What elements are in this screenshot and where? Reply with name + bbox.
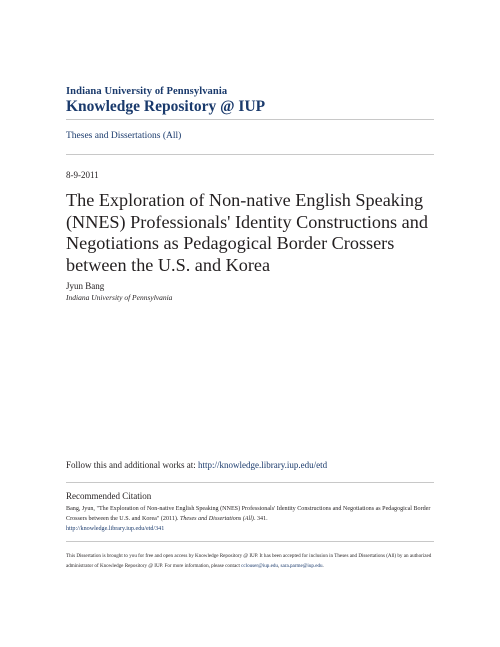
notice-separator: , [277,563,281,570]
follow-text: Follow this and additional works at: [66,460,198,470]
author-name[interactable]: Jyun Bang [66,281,105,291]
notice-end: . [322,563,324,570]
collection-link[interactable]: Theses and Dissertations (All) [66,131,182,141]
recommended-citation-heading: Recommended Citation [66,491,152,501]
collection-divider [66,154,434,155]
notice-divider [66,541,434,542]
author-affiliation: Indiana University of Pennsylvania [66,293,173,302]
repository-header [66,86,440,116]
contact-email-2[interactable]: sara.parme@iup.edu [280,563,323,570]
citation-text [66,504,438,534]
document-title: The Exploration of Non-native English Speaking (NNES) Professionals' Identity Constructions and Negotiations as Pedagogical Border Crossers between the U.S. and Korea [66,190,428,275]
citation-series: Theses and Dissertations (All) [179,516,254,522]
citation-divider [66,482,434,483]
publication-date: 8-9-2011 [66,170,99,180]
citation-end: . 341. [253,516,268,522]
institution-name: Indiana University of Pennsylvania [66,86,228,97]
citation-body: Bang, Jyun, "The Exploration of Non-native English Speaking (NNES) Professionals' Identity Constructions and Negotiations as Pedagogical Border Crossers between the U.S. and Korea" (2011). [66,506,431,522]
header-divider [66,119,434,120]
contact-email-1[interactable]: cclouser@iup.edu [241,563,278,570]
notice-text: This Dissertation is brought to you for free and open access by Knowledge Repository @ IUP. It has been accepted for inclusion in Theses and Dissertations (All) by an authorized administrator of Knowledge Repository @ IUP. For more information, please contact [66,553,432,570]
follow-link[interactable]: http://knowledge.library.iup.edu/etd [198,460,328,470]
follow-line [66,460,327,470]
repository-name[interactable]: Knowledge Repository @ IUP [66,98,266,115]
citation-link[interactable]: http://knowledge.library.iup.edu/etd/341 [66,526,165,532]
access-notice [66,551,438,571]
